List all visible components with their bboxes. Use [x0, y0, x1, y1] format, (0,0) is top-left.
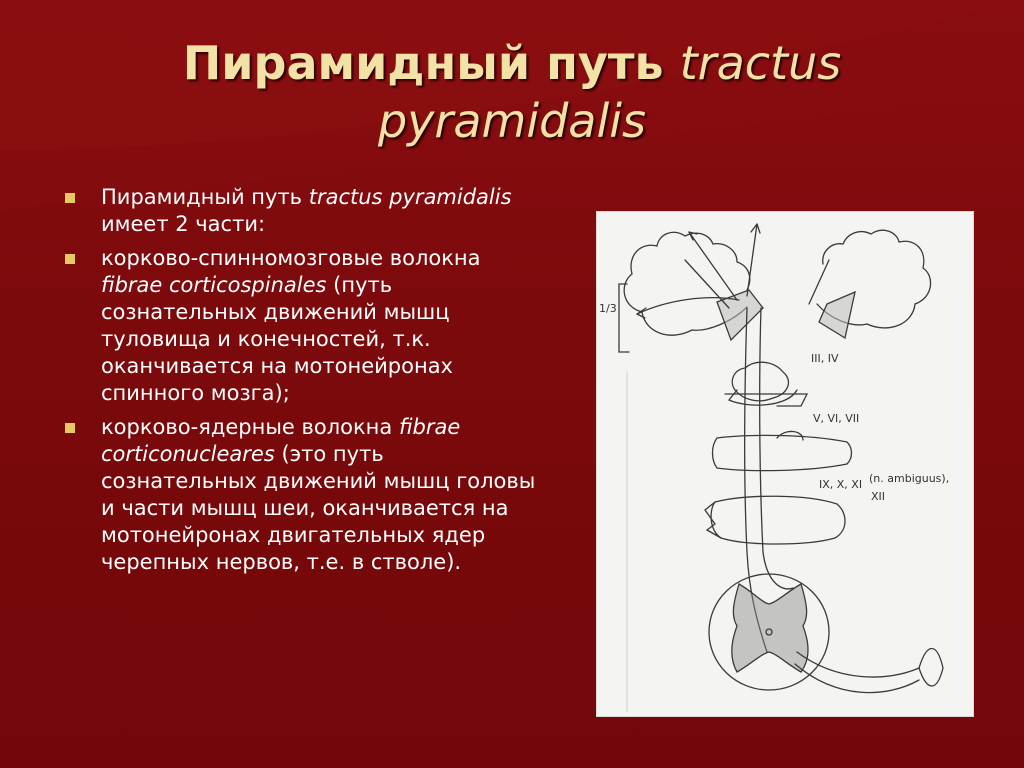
tract-line: [747, 224, 757, 296]
right-capsule: [819, 292, 855, 338]
motor-nerve: [795, 664, 919, 693]
bullet-marker: [65, 423, 75, 433]
diagram-drawing: [597, 212, 973, 716]
bullet-latin: tractus pyramidalis: [308, 185, 512, 209]
fraction-label: 1/3: [599, 302, 617, 315]
bullet-text: корково-спинномозговые волокна: [101, 246, 481, 270]
nucleus-name-label: (n. ambiguus),: [869, 472, 950, 485]
nuclei-label-3: IX, X, XI: [819, 478, 863, 491]
bullet-latin: fibrae corticospinales: [101, 273, 327, 297]
descending-tract: [760, 308, 793, 589]
bullet-text: корково-ядерные волокна: [101, 415, 399, 439]
bullet-text-after: (это путь сознательных движений мышц головы и части мышц шеи, оканчивается на мотонейронах двигательных ядер черепных нервов, т.е. в стволе).: [101, 442, 536, 574]
bullet-marker: [65, 254, 75, 264]
slide-title: [60, 34, 964, 150]
bullet-list: [62, 184, 542, 583]
bullet-text-after: (путь сознательных движений мышц туловища и конечностей, т.к. оканчивается на мотонейронах спинного мозга);: [101, 273, 453, 405]
motor-nerve: [797, 652, 919, 677]
bullet-text-after: имеет 2 части:: [101, 212, 266, 236]
bullet-text: Пирамидный путь: [101, 185, 309, 209]
bullet-item: [62, 414, 542, 576]
muscle: [919, 649, 943, 687]
grey-matter: [732, 584, 808, 672]
bullet-marker: [65, 193, 75, 203]
nuclei-label-4: XII: [871, 490, 886, 503]
medulla: [711, 496, 845, 544]
nuclei-label-2: V, VI, VII: [813, 412, 860, 425]
nuclei-label-1: III, IV: [811, 352, 839, 365]
title-latin-1: tractus: [679, 36, 842, 90]
bullet-item: [62, 184, 542, 238]
title-main: Пирамидный путь: [182, 36, 664, 90]
bullet-item: [62, 245, 542, 407]
bullet-latin: fibrae corticonucleares: [101, 415, 461, 466]
pons: [713, 435, 852, 470]
title-latin-2: pyramidalis: [377, 94, 647, 148]
pyramidal-tract-diagram: [596, 211, 974, 717]
